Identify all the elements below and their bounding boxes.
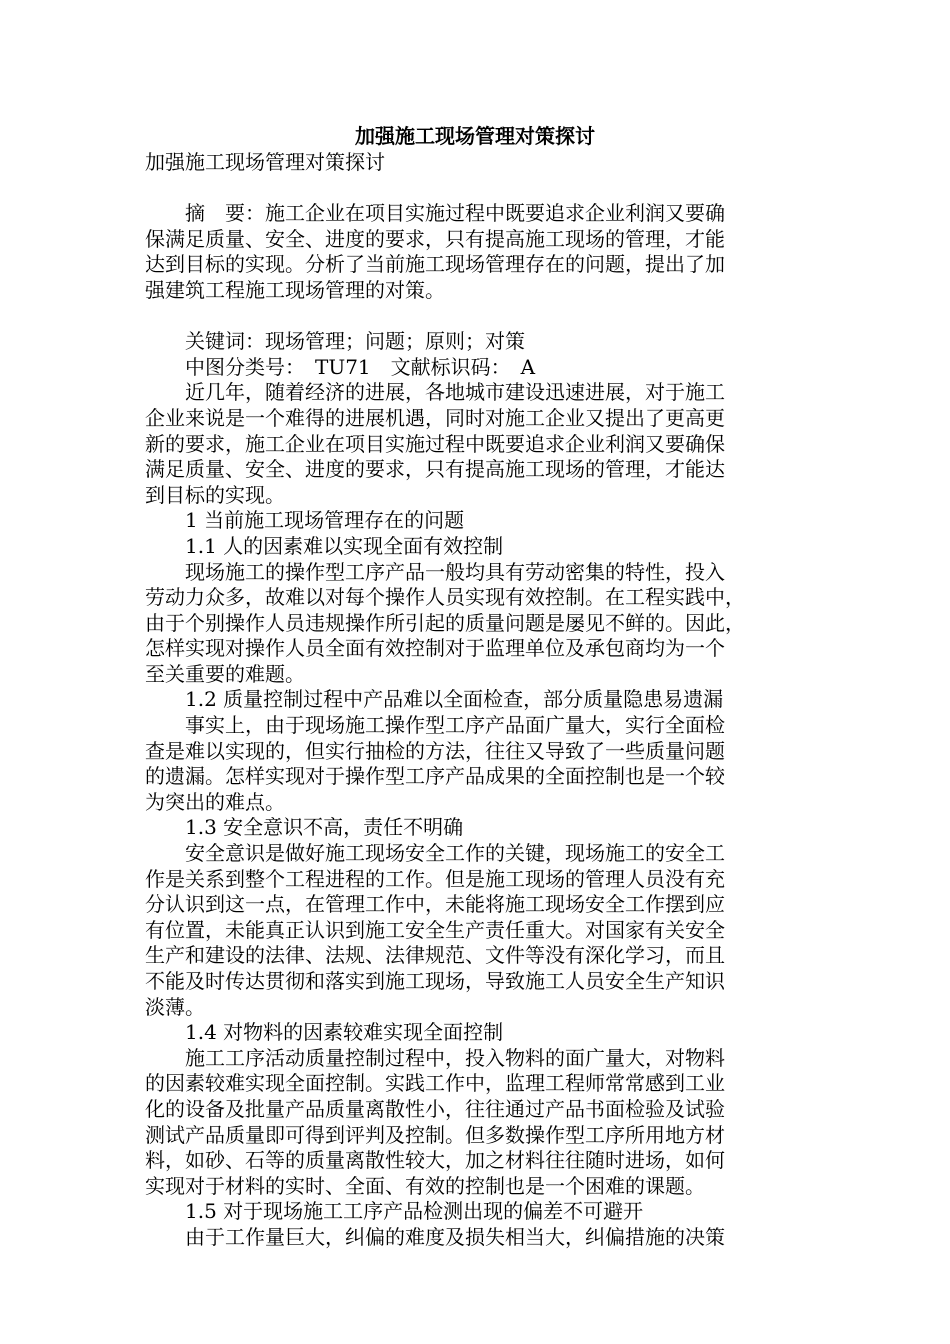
text-line: 测试产品质量即可得到评判及控制。但多数操作型工序所用地方材 — [145, 1122, 725, 1147]
text-line: 由于工作量巨大，纠偏的难度及损失相当大，纠偏措施的决策 — [145, 1224, 725, 1249]
document-body — [145, 150, 805, 1251]
text-line: 强建筑工程施工现场管理的对策。 — [145, 277, 445, 302]
text-line: 不能及时传达贯彻和落实到施工现场，导致施工人员安全生产知识 — [145, 969, 725, 993]
text-line: 保满足质量、安全、进度的要求，只有提高施工现场的管理，才能 — [145, 226, 725, 251]
text-line: 的因素较难实现全面控制。实践工作中，监理工程师常常感到工业 — [145, 1071, 725, 1096]
text-line: 1.2 质量控制过程中产品难以全面检查，部分质量隐患易遗漏 — [145, 687, 724, 712]
text-line: 查是难以实现的，但实行抽检的方法，往往又导致了一些质量问题 — [145, 738, 725, 763]
text-line: 1.3 安全意识不高，责任不明确 — [145, 815, 464, 840]
text-line: 怎样实现对操作人员全面有效控制对于监理单位及承包商均为一个 — [145, 636, 725, 661]
text-line: 新的要求，施工企业在项目实施过程中既要追求企业利润又要确保 — [145, 431, 725, 456]
text-line: 作是关系到整个工程进程的工作。但是施工现场的管理人员没有充 — [145, 866, 725, 891]
text-line: 生产和建设的法律、法规、法律规范、文件等没有深化学习，而且 — [145, 943, 725, 968]
text-line: 实现对于材料的实时、全面、有效的控制也是一个困难的课题。 — [145, 1173, 705, 1198]
text-line: 企业来说是一个难得的进展机遇，同时对施工企业又提出了更高更 — [145, 405, 725, 430]
text-line: 1.4 对物料的因素较难实现全面控制 — [145, 1020, 504, 1045]
text-line: 摘 要：施工企业在项目实施过程中既要追求企业利润又要确 — [145, 201, 725, 226]
document-title: 加强施工现场管理对策探讨 — [355, 124, 595, 148]
text-line: 关键词：现场管理；问题；原则；对策 — [145, 329, 525, 354]
text-line: 1.5 对于现场施工工序产品检测出现的偏差不可避开 — [145, 1199, 644, 1224]
text-line: 由于个别操作人员违规操作所引起的质量问题是屡见不鲜的。因此， — [145, 610, 745, 635]
text-line: 至关重要的难题。 — [145, 661, 305, 686]
blank-line — [145, 304, 805, 330]
text-line: 劳动力众多，故难以对每个操作人员实现有效控制。在工程实践中， — [145, 585, 745, 610]
text-line: 加强施工现场管理对策探讨 — [145, 150, 385, 174]
document-page — [145, 122, 805, 1251]
text-line: 近几年，随着经济的进展，各地城市建设迅速进展，对于施工 — [145, 380, 725, 405]
text-line: 达到目标的实现。分析了当前施工现场管理存在的问题，提出了加 — [145, 252, 725, 277]
text-line: 料，如砂、石等的质量离散性较大，加之材料往往随时进场，如何 — [145, 1148, 725, 1173]
text-line: 淡薄。 — [145, 994, 205, 1019]
text-line: 有位置，未能真正认识到施工安全生产责任重大。对国家有关安全 — [145, 917, 725, 942]
text-line: 1 当前施工现场管理存在的问题 — [145, 508, 465, 533]
text-line: 安全意识是做好施工现场安全工作的关键，现场施工的安全工 — [145, 841, 725, 866]
text-line: 现场施工的操作型工序产品一般均具有劳动密集的特性，投入 — [145, 559, 725, 584]
text-line: 化的设备及批量产品质量离散性小，往往通过产品书面检验及试验 — [145, 1096, 725, 1121]
text-line: 1.1 人的因素难以实现全面有效控制 — [145, 533, 504, 558]
text-line: 分认识到这一点，在管理工作中，未能将施工现场安全工作摆到应 — [145, 892, 725, 917]
text-line: 为突出的难点。 — [145, 789, 285, 814]
text-line: 的遗漏。怎样实现对于操作型工序产品成果的全面控制也是一个较 — [145, 764, 725, 789]
text-line: 施工工序活动质量控制过程中，投入物料的面广量大，对物料 — [145, 1045, 725, 1070]
text-line: 中图分类号： TU71 文献标识码： A — [145, 354, 536, 379]
text-line: 事实上，由于现场施工操作型工序产品面广量大，实行全面检 — [145, 713, 725, 738]
blank-line — [145, 176, 805, 202]
text-line: 满足质量、安全、进度的要求，只有提高施工现场的管理，才能达 — [145, 457, 725, 482]
text-line: 到目标的实现。 — [145, 482, 285, 507]
